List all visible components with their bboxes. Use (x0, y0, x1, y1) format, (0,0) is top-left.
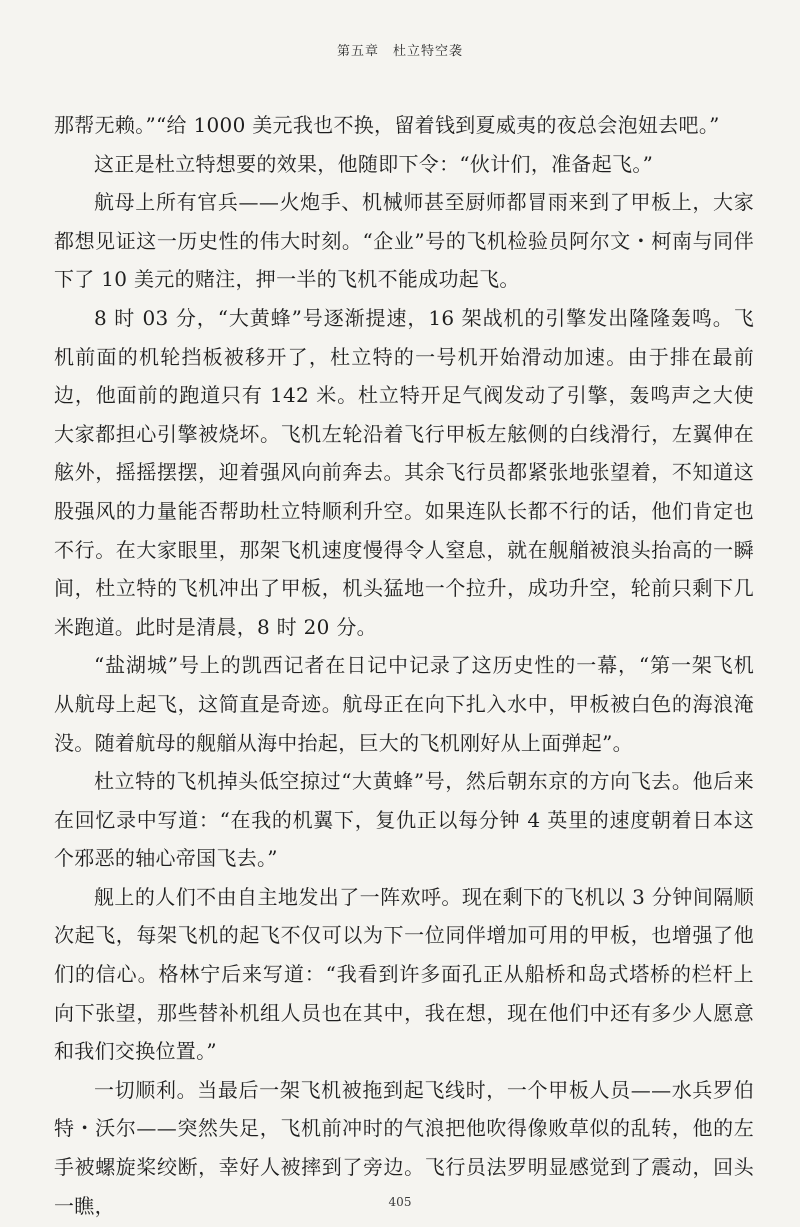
paragraph-7: 舰上的人们不由自主地发出了一阵欢呼。现在剩下的飞机以 3 分钟间隔顺次起飞，每架飞机的起飞不仅可以为下一位同伴增加可用的甲板，也增强了他们的信心。格林宁后来写道：“我看到许多面孔正从船桥和岛式塔桥的栏杆上向下张望，那些替补机组人员也在其中，我在想，现在他们中还有多少人愿意和我们交换位置。” (54, 884, 754, 1064)
paragraph-2: 这正是杜立特想要的效果，他随即下令：“伙计们，准备起飞。” (94, 151, 654, 176)
paragraph-6: 杜立特的飞机掉头低空掠过“大黄蜂”号，然后朝东京的方向飞去。他后来在回忆录中写道：“在我的机翼下，复仇正以每分钟 4 英里的速度朝着日本这个邪恶的轴心帝国飞去。” (54, 769, 754, 871)
page-number: 405 (388, 1195, 412, 1209)
paragraph-4: 8 时 03 分，“大黄蜂”号逐渐提速，16 架战机的引擎发出隆隆轰鸣。飞机前面的机轮挡板被移开了，杜立特的一号机开始滑动加速。由于排在最前边，他面前的跑道只有 142 米。杜立特开足气阀发动了引擎，轰鸣声之大使大家都担心引擎被烧坏。飞机左轮沿着飞行甲板左舷侧的白线滑行，左翼伸在舷外，摇摇摆摆，迎着强风向前奔去。其余飞行员都紧张地张望着，不知道这股强风的力量能否帮助杜立特顺利升空。如果连队长都不行的话，他们肯定也不行。在大家眼里，那架飞机速度慢得令人窒息，就在舰艏被浪头抬高的一瞬间，杜立特的飞机冲出了甲板，机头猛地一个拉升，成功升空，轮前只剩下几米跑道。此时是清晨，8 时 20 分。 (54, 305, 754, 639)
body-text (54, 106, 754, 1225)
paragraph-8: 一切顺利。当最后一架飞机被拖到起飞线时，一个甲板人员——水兵罗伯特・沃尔——突然失足，飞机前冲时的气浪把他吹得像败草似的乱转，他的左手被螺旋桨绞断，幸好人被摔到了旁边。飞行员法罗明显感觉到了震动，回头一瞧， (54, 1077, 754, 1218)
paragraph-5: “盐湖城”号上的凯西记者在日记中记录了这历史性的一幕，“第一架飞机从航母上起飞，这简直是奇迹。航母正在向下扎入水中，甲板被白色的海浪淹没。随着航母的舰艏从海中抬起，巨大的飞机刚好从上面弹起”。 (54, 653, 754, 755)
paragraph-1: 那帮无赖。”“给 1000 美元我也不换，留着钱到夏威夷的夜总会泡妞去吧。” (54, 113, 720, 137)
paragraph-3: 航母上所有官兵——火炮手、机械师甚至厨师都冒雨来到了甲板上，大家都想见证这一历史性的伟大时刻。“企业”号的飞机检验员阿尔文・柯南与同伴下了 10 美元的赌注，押一半的飞机不能成功起飞。 (54, 190, 754, 292)
running-header: 第五章 杜立特空袭 (336, 44, 463, 59)
